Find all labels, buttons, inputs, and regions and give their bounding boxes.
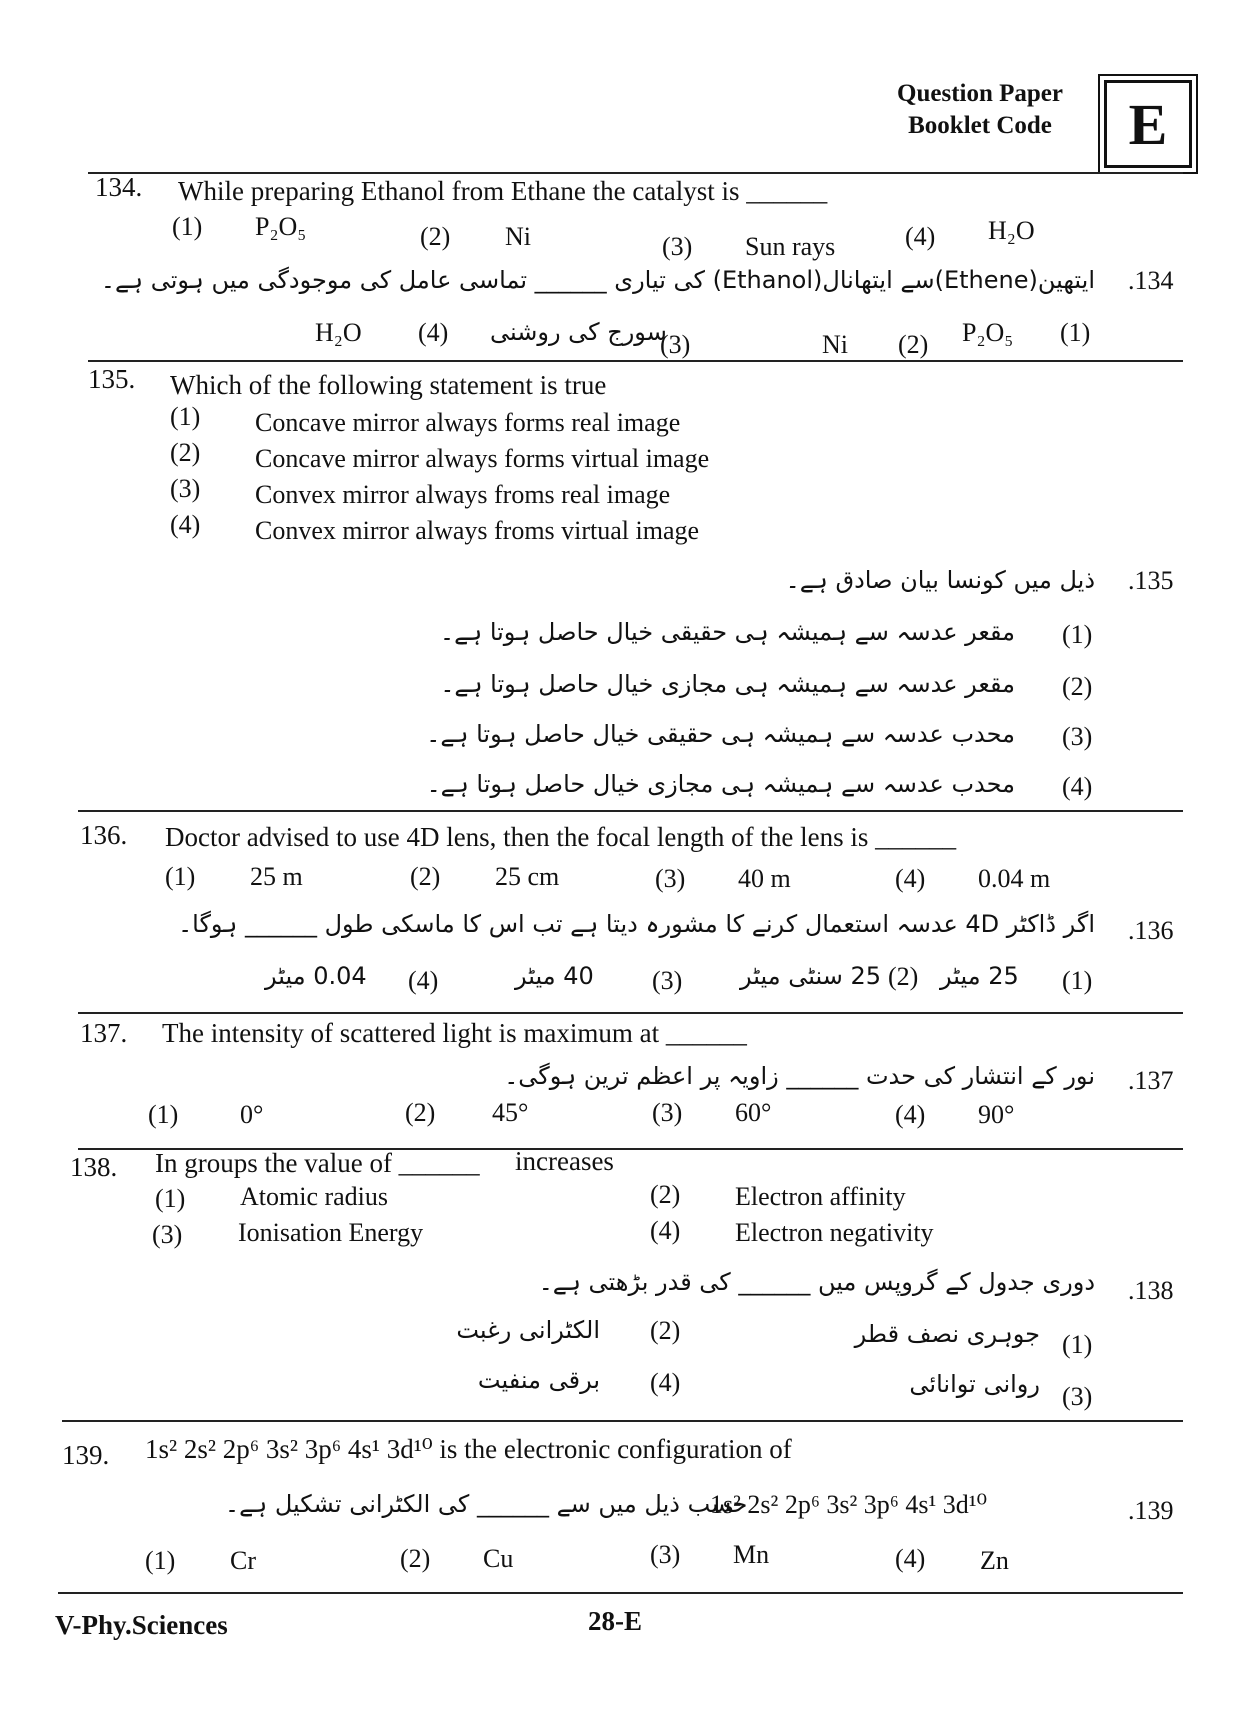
booklet-code: E xyxy=(1104,80,1192,168)
question-number: 135. xyxy=(88,364,136,394)
option-number: (2) xyxy=(170,438,201,467)
option-number: (2) xyxy=(650,1180,681,1209)
urdu-question-number: .137 xyxy=(1128,1066,1174,1095)
urdu-question-number: .135 xyxy=(1128,566,1174,595)
option-number: (4) xyxy=(650,1216,681,1245)
footer-subject: V-Phy.Sciences xyxy=(55,1610,228,1640)
option-text: Concave mirror always forms real image xyxy=(255,408,681,437)
page-number: 28-E xyxy=(588,1606,642,1636)
urdu-question-text: حسب ذیل میں سے ______ کی الکٹرانی تشکیل ہے۔ xyxy=(225,1490,748,1518)
question-number: 136. xyxy=(80,820,128,850)
option-text: Atomic radius xyxy=(240,1182,389,1211)
urdu-option-number: (4) xyxy=(418,318,449,347)
option-number: (3) xyxy=(152,1220,183,1249)
urdu-electronic-config: 1s² 2s² 2p⁶ 3s² 3p⁶ 4s¹ 3d¹⁰ xyxy=(710,1490,987,1519)
urdu-option-number: (1) xyxy=(1060,318,1091,347)
urdu-option-text: محدب عدسہ سے ہمیشہ ہی حقیقی خیال حاصل ہوتا ہے۔ xyxy=(426,720,1015,748)
option-number: (4) xyxy=(895,1100,926,1129)
urdu-option-text: P₂O₅ xyxy=(962,318,1014,347)
option-text: P₂O₅ xyxy=(255,212,307,241)
option-text: 0.04 m xyxy=(978,864,1051,893)
urdu-option-text: 25 سنٹی میٹر xyxy=(740,962,881,990)
booklet-code-label xyxy=(860,78,1100,142)
option-number: (3) xyxy=(655,864,686,893)
urdu-option-text: 0.04 میٹر xyxy=(265,962,367,990)
option-text: Convex mirror always froms real image xyxy=(255,480,671,509)
option-number: (3) xyxy=(650,1540,681,1569)
urdu-question-text: ذیل میں کونسا بیان صادق ہے۔ xyxy=(785,566,1095,594)
option-text: 45° xyxy=(492,1098,529,1127)
divider xyxy=(78,1012,1183,1014)
urdu-question-number: .134 xyxy=(1128,266,1174,295)
question-text: 1s² 2s² 2p⁶ 3s² 3p⁶ 4s¹ 3d¹⁰ is the electronic configuration of xyxy=(145,1434,792,1464)
urdu-option-number: (3) xyxy=(1062,1382,1093,1411)
option-text: Ni xyxy=(505,222,531,251)
urdu-option-number: (2) xyxy=(1062,672,1093,701)
option-text: 60° xyxy=(735,1098,772,1127)
urdu-question-number: .139 xyxy=(1128,1496,1174,1525)
question-number: 138. xyxy=(70,1152,118,1182)
question-number: 134. xyxy=(95,172,143,202)
option-number: (2) xyxy=(405,1098,436,1127)
divider xyxy=(58,1592,1183,1594)
urdu-option-text: مقعر عدسہ سے ہمیشہ ہی مجازی خیال حاصل ہوتا ہے۔ xyxy=(440,670,1015,698)
option-text: Cu xyxy=(483,1544,514,1573)
urdu-option-text: سورج کی روشنی xyxy=(490,318,667,346)
question-text: Doctor advised to use 4D lens, then the focal length of the lens is ______ xyxy=(165,822,957,852)
option-text: 0° xyxy=(240,1100,264,1129)
option-text: Convex mirror always froms virtual image xyxy=(255,516,700,545)
option-number: (2) xyxy=(400,1544,431,1573)
option-number: (3) xyxy=(170,474,201,503)
option-text: Zn xyxy=(980,1546,1009,1575)
booklet-code-label-line2: Booklet Code xyxy=(908,112,1052,139)
question-number: 137. xyxy=(80,1018,128,1048)
option-text: 40 m xyxy=(738,864,791,893)
urdu-option-text: مقعر عدسہ سے ہمیشہ ہی حقیقی خیال حاصل ہوتا ہے۔ xyxy=(440,618,1015,646)
option-number: (4) xyxy=(895,1544,926,1573)
urdu-option-text: روانی توانائی xyxy=(909,1370,1040,1398)
option-number: (2) xyxy=(410,862,441,891)
urdu-option-number: (4) xyxy=(408,966,439,995)
urdu-option-text: 25 میٹر xyxy=(940,962,1019,990)
urdu-option-number: (1) xyxy=(1062,966,1093,995)
option-text: Mn xyxy=(733,1540,770,1569)
urdu-option-number: (4) xyxy=(1062,772,1093,801)
option-number: (4) xyxy=(905,222,936,251)
urdu-option-text: برقی منفیت xyxy=(477,1366,600,1394)
option-text: 90° xyxy=(978,1100,1015,1129)
option-number: (3) xyxy=(662,232,693,261)
urdu-option-number: (3) xyxy=(1062,722,1093,751)
option-number: (1) xyxy=(172,212,203,241)
urdu-option-text: جوہری نصف قطر xyxy=(854,1320,1040,1348)
option-number: (2) xyxy=(420,222,451,251)
option-text: H₂O xyxy=(988,216,1035,245)
option-number: (1) xyxy=(170,402,201,431)
question-text: The intensity of scattered light is maximum at ______ xyxy=(162,1018,747,1048)
option-text: Cr xyxy=(230,1546,256,1575)
urdu-question-number: .138 xyxy=(1128,1276,1174,1305)
urdu-option-number: (2) xyxy=(888,962,919,991)
option-text: Concave mirror always forms virtual image xyxy=(255,444,710,473)
option-number: (1) xyxy=(165,862,196,891)
divider xyxy=(78,810,1183,812)
option-text: 25 cm xyxy=(495,862,560,891)
option-number: (4) xyxy=(895,864,926,893)
urdu-option-number: (3) xyxy=(652,966,683,995)
urdu-option-text: الکٹرانی رغبت xyxy=(456,1316,600,1344)
option-text: Electron negativity xyxy=(735,1218,934,1247)
option-text: Electron affinity xyxy=(735,1182,906,1211)
question-text-suffix: increases xyxy=(515,1146,614,1176)
urdu-question-text: نور کے انتشار کی حدت ______ زاویہ پر اعظم ترین ہوگی۔ xyxy=(504,1062,1095,1090)
urdu-question-text: دوری جدول کے گروپس میں ______ کی قدر بڑھتی ہے۔ xyxy=(538,1268,1095,1296)
option-number: (1) xyxy=(145,1546,176,1575)
booklet-code-label-line1: Question Paper xyxy=(897,80,1063,107)
option-number: (3) xyxy=(652,1098,683,1127)
divider xyxy=(88,172,1183,174)
urdu-option-text: H₂O xyxy=(315,318,362,347)
option-number: (4) xyxy=(170,510,201,539)
divider xyxy=(88,360,1183,362)
option-number: (1) xyxy=(148,1100,179,1129)
question-text: Which of the following statement is true xyxy=(170,370,607,400)
option-text: 25 m xyxy=(250,862,303,891)
urdu-option-number: (4) xyxy=(650,1368,681,1397)
urdu-option-text: محدب عدسہ سے ہمیشہ ہی مجازی خیال حاصل ہوتا ہے۔ xyxy=(426,770,1015,798)
urdu-option-text: 40 میٹر xyxy=(515,962,594,990)
booklet-code-box xyxy=(1098,74,1198,174)
question-text: In groups the value of ______ xyxy=(155,1148,480,1178)
urdu-question-text: ایتھین(Ethene)سے ایتھانال(Ethanol) کی تیاری ______ تماسی عامل کی موجودگی میں ہوتی ہے۔ xyxy=(100,266,1095,294)
urdu-option-number: (1) xyxy=(1062,1330,1093,1359)
urdu-question-number: .136 xyxy=(1128,916,1174,945)
urdu-option-number: (1) xyxy=(1062,620,1093,649)
urdu-question-text: اگر ڈاکٹر 4D عدسہ استعمال کرنے کا مشورہ دیتا ہے تب اس کا ماسکی طول ______ ہوگا۔ xyxy=(178,910,1095,938)
question-text: While preparing Ethanol from Ethane the catalyst is ______ xyxy=(178,176,828,206)
urdu-option-text: Ni xyxy=(822,330,848,359)
option-number: (1) xyxy=(155,1184,186,1213)
urdu-option-number: (3) xyxy=(660,330,691,359)
urdu-option-number: (2) xyxy=(650,1316,681,1345)
option-text: Ionisation Energy xyxy=(238,1218,424,1247)
urdu-option-number: (2) xyxy=(898,330,929,359)
option-text: Sun rays xyxy=(745,232,836,261)
question-number: 139. xyxy=(62,1440,110,1470)
divider xyxy=(62,1420,1183,1422)
